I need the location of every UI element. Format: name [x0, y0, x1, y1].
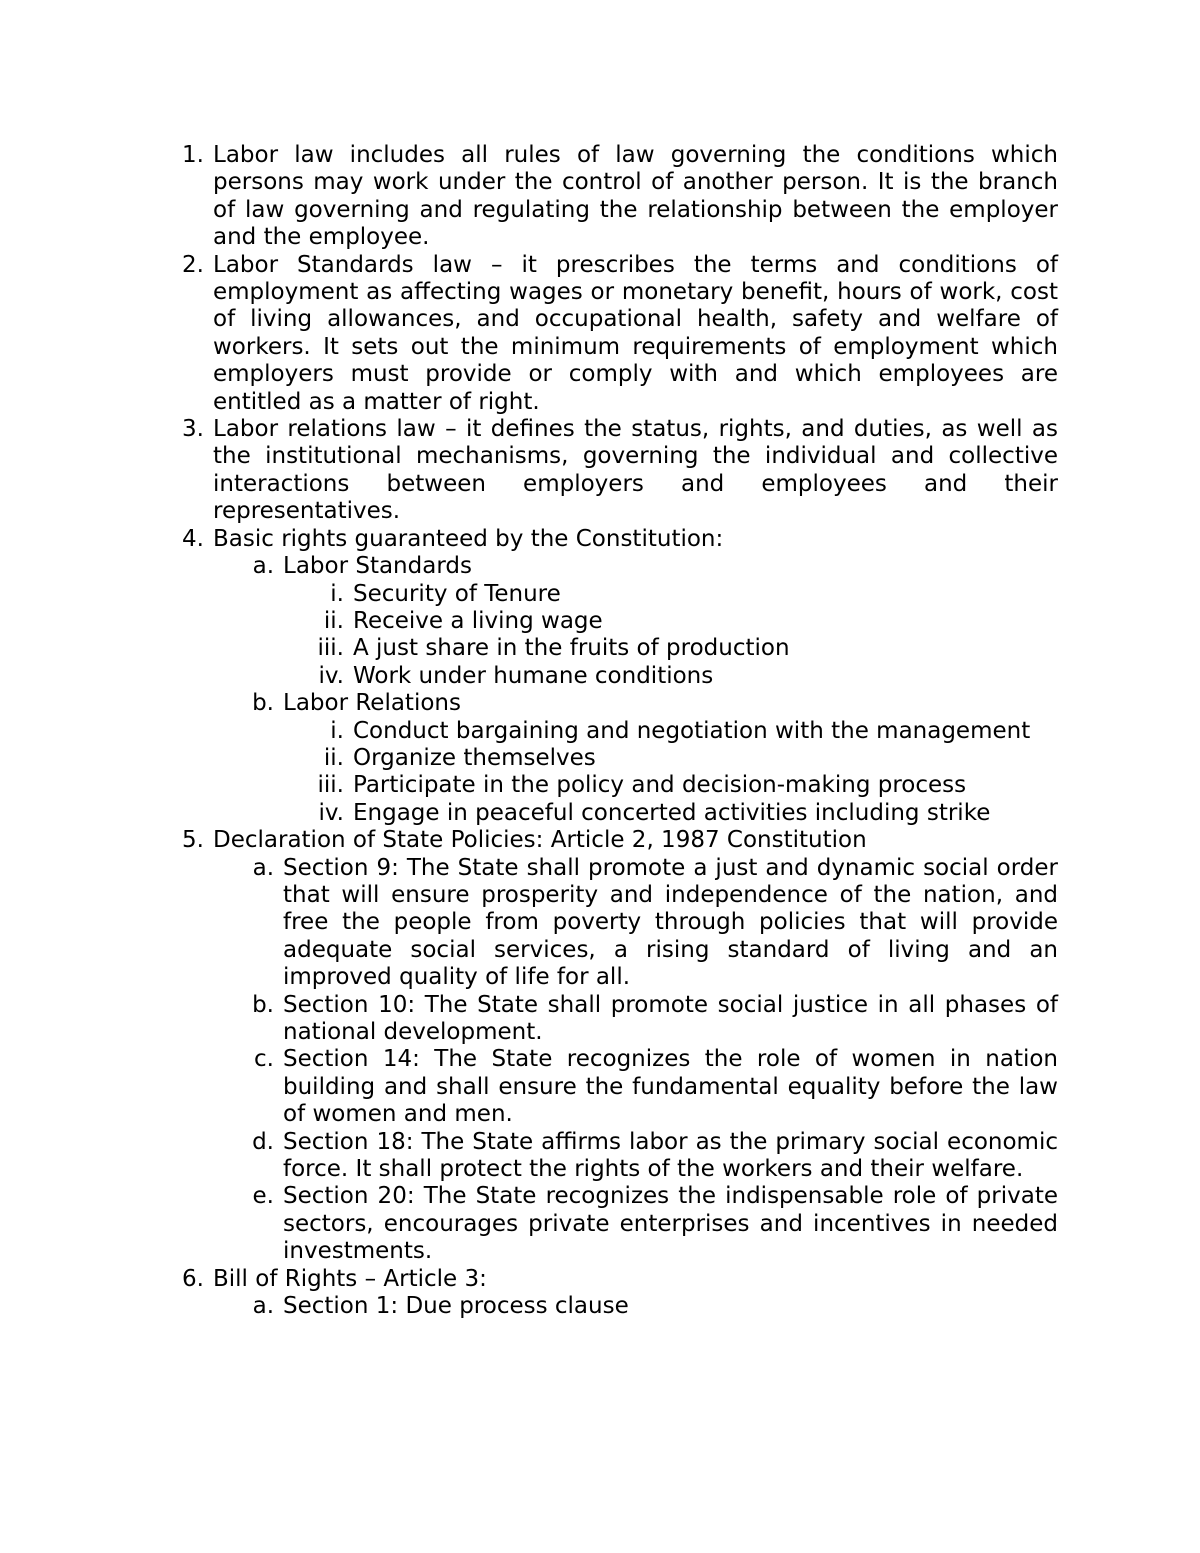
list-item: [0, 526, 1200, 553]
list-number: 5.: [182, 827, 204, 854]
sub-list-letter: a.: [252, 854, 274, 881]
sub-list-item: [0, 690, 1200, 717]
list-item-text: Declaration of State Policies: Article 2, 1987 Constitution: [213, 827, 867, 854]
nested-list-item-text: Conduct bargaining and negotiation with the management: [353, 717, 1031, 744]
nested-list-item-text: Work under humane conditions: [353, 662, 714, 689]
sub-list-item: [0, 553, 1200, 580]
nested-list-numeral: iii.: [317, 772, 344, 799]
nested-list-item: [0, 772, 1200, 799]
nested-list-item-text: Engage in peaceful concerted activities including strike: [353, 799, 991, 826]
list-item-text: Labor law includes all rules of law governing the conditions which persons may work under the control of another person. It is the branch of law governing and regulating the relationship between the employer and the employee.: [213, 142, 1058, 251]
sub-list-letter: a.: [252, 1293, 274, 1320]
sub-list-item-text: Section 20: The State recognizes the indispensable role of private sectors, encourages private enterprises and incentives in needed investments.: [283, 1183, 1058, 1265]
sub-list-item-text: Labor Relations: [283, 690, 461, 717]
list-number: 3.: [182, 416, 204, 443]
nested-list-item: [0, 745, 1200, 772]
nested-list-item: [0, 581, 1200, 608]
sub-list-item-text: Section 18: The State affirms labor as the primary social economic force. It shall protect the rights of the workers and their welfare.: [283, 1128, 1058, 1183]
sub-list-item-text: Section 1: Due process clause: [283, 1293, 629, 1320]
list-number: 6.: [182, 1265, 204, 1292]
nested-list-item: [0, 663, 1200, 690]
sub-list-letter: e.: [252, 1183, 274, 1210]
list-item-text: Basic rights guaranteed by the Constitution:: [213, 525, 724, 552]
list-item: [0, 827, 1200, 854]
sub-list-letter: b.: [252, 991, 274, 1018]
sub-list-item: [0, 992, 1200, 1047]
nested-list-item: [0, 608, 1200, 635]
sub-list-item-text: Labor Standards: [283, 553, 472, 580]
outline-list: [0, 142, 1200, 1320]
list-number: 4.: [182, 525, 204, 552]
sub-list-letter: b.: [252, 690, 274, 717]
list-item: [0, 252, 1200, 416]
list-item-text: Labor relations law – it defines the status, rights, and duties, as well as the institutional mechanisms, governing the individual and collective interactions between employers and employees and their representatives.: [213, 416, 1058, 525]
nested-list-item: [0, 800, 1200, 827]
nested-list-numeral: ii.: [323, 744, 344, 771]
nested-list-item: [0, 635, 1200, 662]
sub-list-item-text: Section 14: The State recognizes the role of women in nation building and shall ensure the fundamental equality before the law of women and men.: [283, 1046, 1058, 1128]
sub-list-item: [0, 855, 1200, 992]
list-item: [0, 1266, 1200, 1293]
nested-list-numeral: iv.: [318, 799, 344, 826]
list-item-text: Labor Standards law – it prescribes the terms and conditions of employment as affecting wages or monetary benefit, hours of work, cost of living allowances, and occupational health, safety and welfare of workers. It sets out the minimum requirements of employment which employers must provide or comply with and which employees are entitled as a matter of right.: [213, 251, 1058, 415]
sub-list-item: [0, 1293, 1200, 1320]
list-number: 2.: [182, 251, 204, 278]
sub-list-item: [0, 1046, 1200, 1128]
sub-list-letter: a.: [252, 553, 274, 580]
list-item-text: Bill of Rights – Article 3:: [213, 1265, 487, 1292]
nested-list-item: [0, 718, 1200, 745]
nested-list-item-text: Organize themselves: [353, 744, 596, 771]
nested-list-item-text: Receive a living wage: [353, 607, 603, 634]
nested-list-item-text: Participate in the policy and decision-making process: [353, 772, 967, 799]
list-item: [0, 142, 1200, 252]
nested-list-numeral: ii.: [323, 607, 344, 634]
sub-list-letter: c.: [254, 1046, 274, 1073]
nested-list-numeral: i.: [330, 580, 344, 607]
nested-list-numeral: iii.: [317, 635, 344, 662]
nested-list-numeral: i.: [330, 717, 344, 744]
nested-list-numeral: iv.: [318, 662, 344, 689]
list-item: [0, 416, 1200, 526]
nested-list-item-text: A just share in the fruits of production: [353, 635, 790, 662]
sub-list-item-text: Section 9: The State shall promote a just and dynamic social order that will ensure prosperity and independence of the nation, and free the people from poverty through policies that will provide adequate social services, a rising standard of living and an improved quality of life for all.: [283, 854, 1058, 991]
sub-list-letter: d.: [252, 1128, 274, 1155]
nested-list-item-text: Security of Tenure: [353, 580, 561, 607]
sub-list-item: [0, 1183, 1200, 1265]
sub-list-item-text: Section 10: The State shall promote social justice in all phases of national development.: [283, 991, 1058, 1045]
sub-list-item: [0, 1129, 1200, 1184]
list-number: 1.: [182, 142, 204, 168]
